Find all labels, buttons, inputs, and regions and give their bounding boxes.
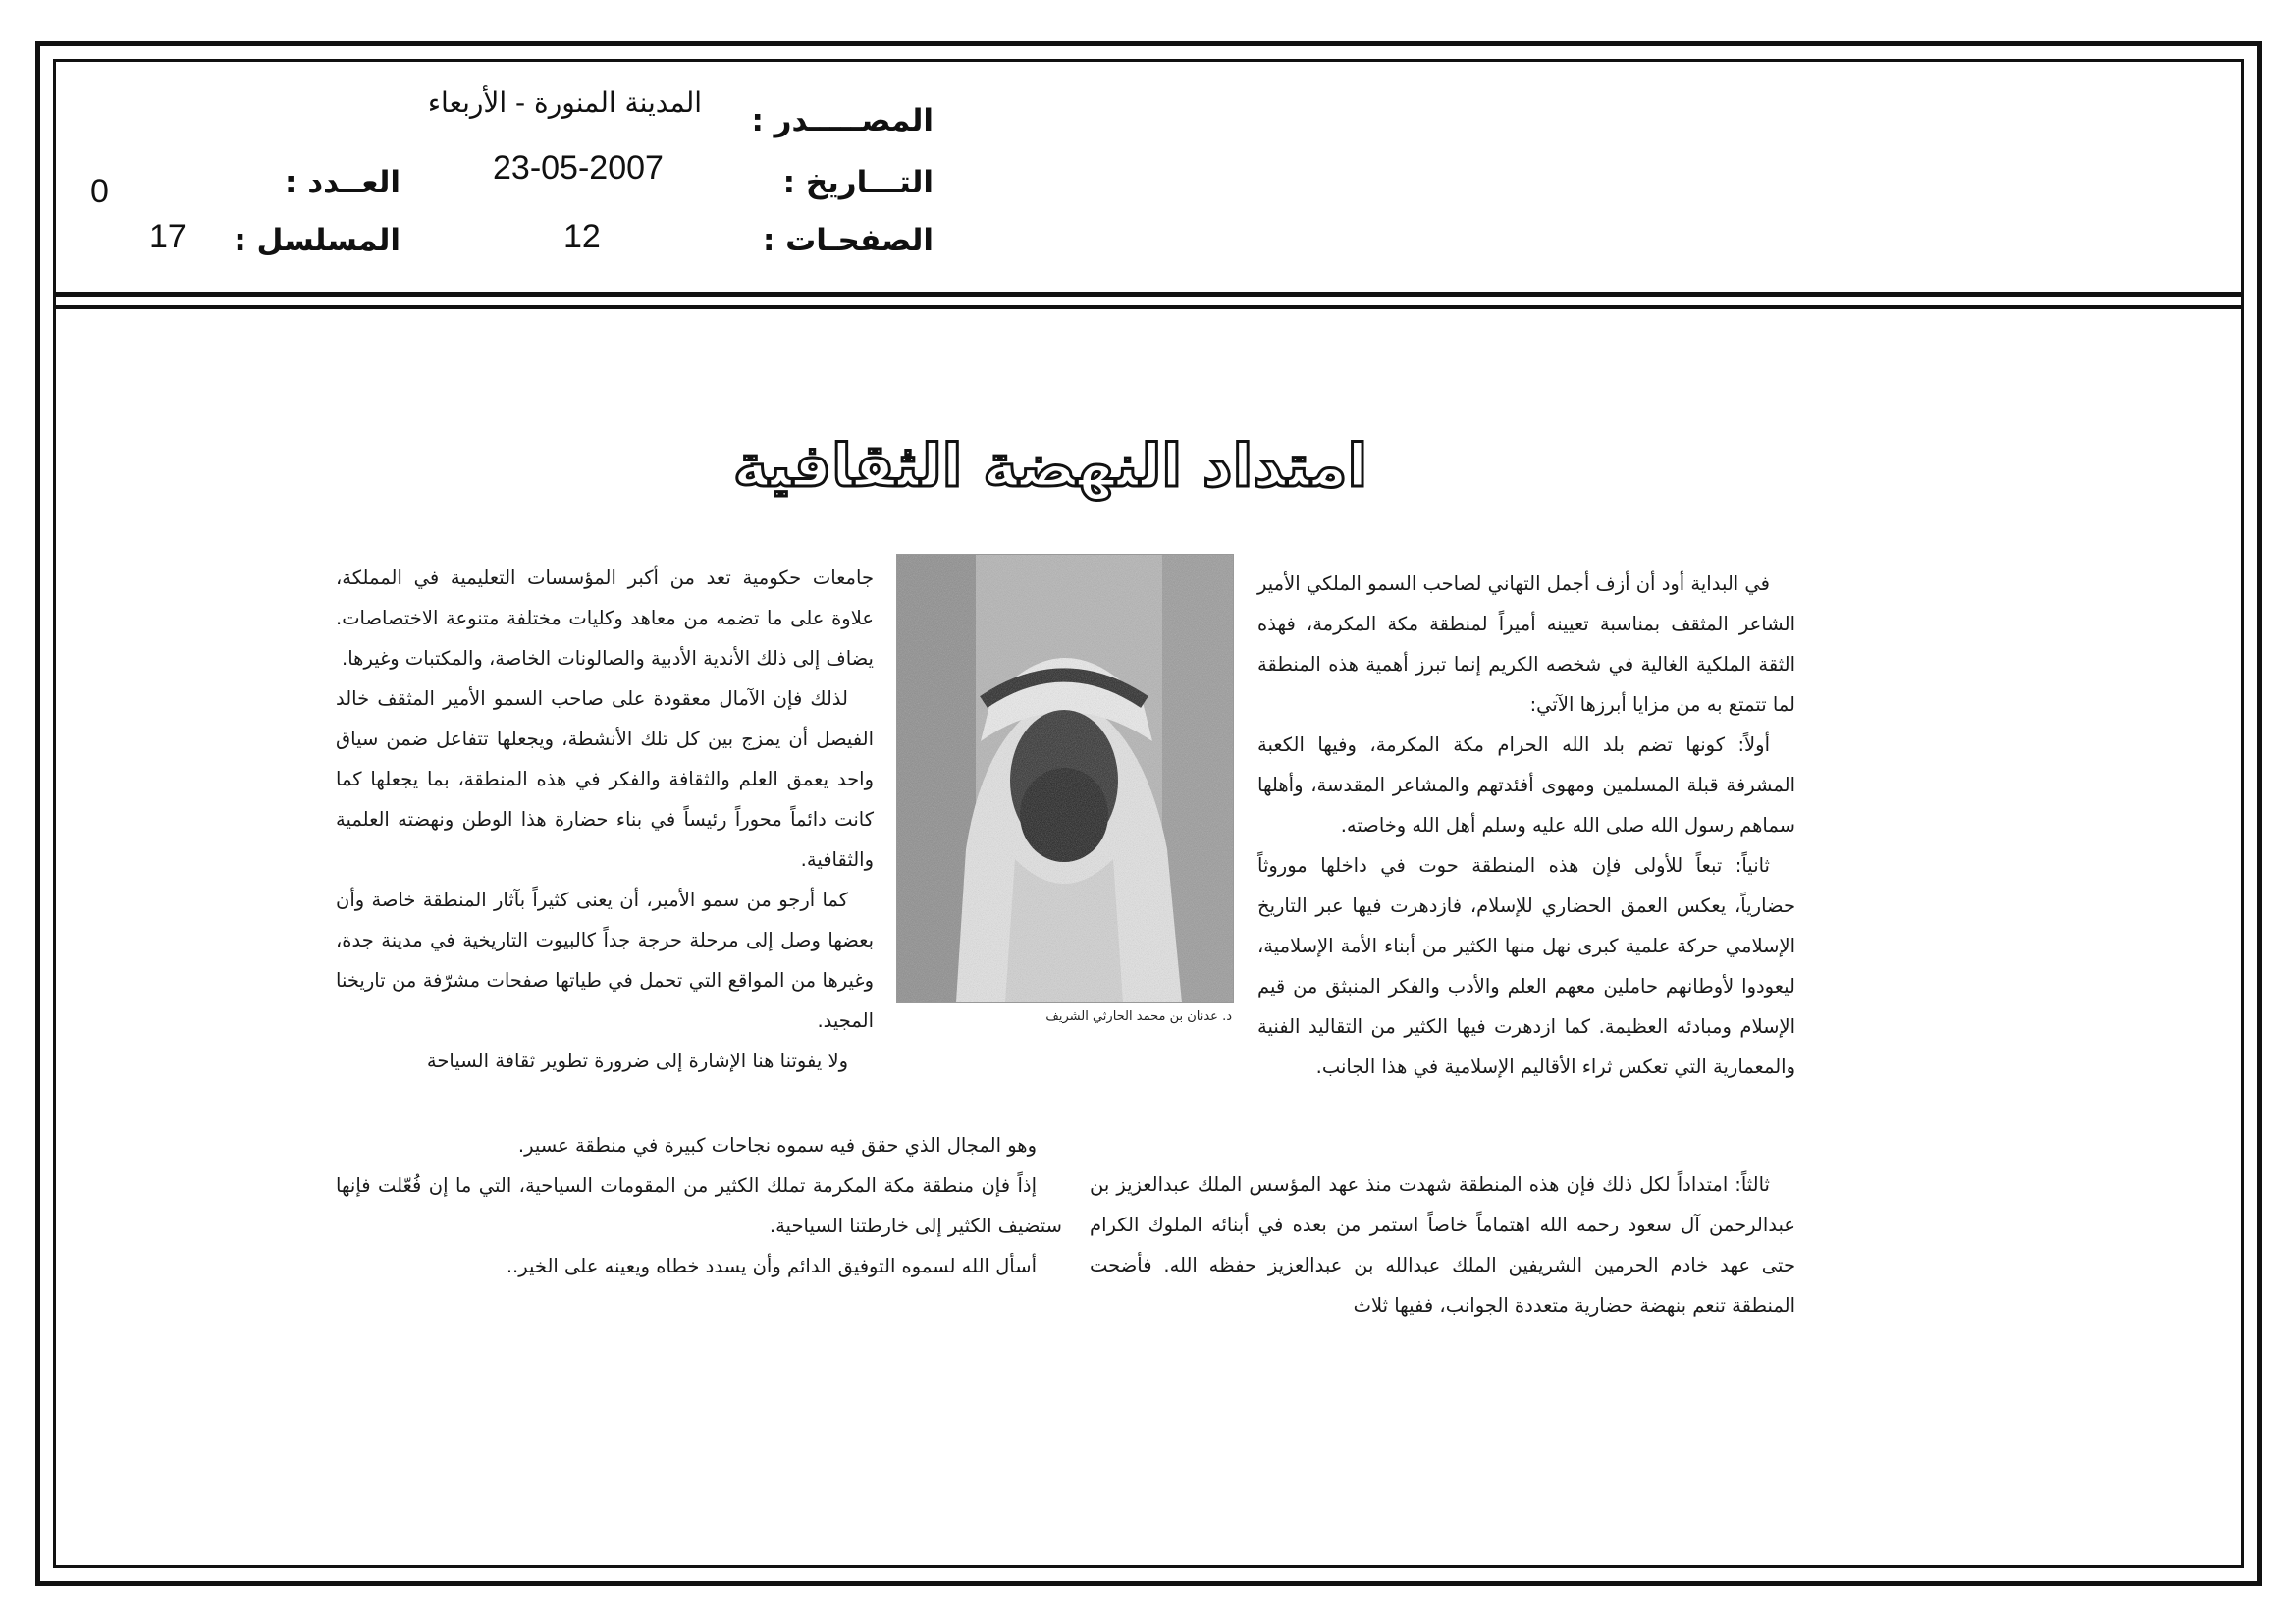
article-headline: امتداد النهضة الثقافية	[732, 432, 1368, 501]
date-value: 23-05-2007	[493, 149, 664, 187]
article-paragraph: إذاً فإن منطقة مكة المكرمة تملك الكثير من المقومات السياحية، التي ما إن فُعّلت فإنها ستضيف الكثير إلى خارطتنا السياحية.	[336, 1174, 1062, 1237]
article-paragraph: أسأل الله لسموه التوفيق الدائم وأن يسدد خطاه ويعينه على الخير..	[506, 1255, 1037, 1277]
article-paragraph: أولاً: كونها تضم بلد الله الحرام مكة المكرمة، وفيها الكعبة المشرفة قبلة المسلمين ومهوى أفئدتهم والمشاعر المقدسة، وأهلها سماهم رسول الله صلى الله عليه وسلم أهل الله وخاصته.	[1257, 733, 1795, 837]
pages-label: الصفحـات :	[762, 223, 934, 258]
date-label: التـــاريخ :	[782, 165, 934, 200]
source-value: المدينة المنورة - الأربعاء	[427, 86, 702, 119]
article-left-column	[336, 558, 874, 1081]
article-paragraph: في البداية أود أن أزف أجمل التهاني لصاحب السمو الملكي الأمير الشاعر المثقف بمناسبة تعيينه أميراً لمنطقة مكة المكرمة، فهذه الثقة الملكية الغالية في شخصه الكريم إنما تبرز أهمية هذه المنطقة لما تتمتع به من مزايا أبرزها الآتي:	[1257, 572, 1795, 716]
article-paragraph: ولا يفوتنا هنا الإشارة إلى ضرورة تطوير ثقافة السياحة	[426, 1050, 848, 1072]
issue-value: 0	[90, 173, 109, 210]
header-divider-double	[53, 305, 2244, 309]
article-paragraph: كما أرجو من سمو الأمير، أن يعنى كثيراً بآثار المنطقة خاصة وأن بعضها وصل إلى مرحلة حرجة جداً كالبيوت التاريخية في مدينة جدة، وغيرها من المواقع التي تحمل في طياتها صفحات مشرّفة من تاريخنا المجيد.	[336, 889, 874, 1032]
article-right-column-wide	[1090, 1164, 1795, 1326]
author-photo	[896, 554, 1234, 1003]
pages-value: 12	[563, 218, 601, 255]
serial-value: 17	[149, 218, 187, 255]
photo-caption: د. عدنان بن محمد الحارثي الشريف	[1045, 1009, 1232, 1024]
serial-label: المسلسل :	[234, 223, 400, 258]
source-label: المصـــــدر :	[751, 103, 934, 138]
article-paragraph: وهو المجال الذي حقق فيه سموه نجاحات كبيرة في منطقة عسير.	[517, 1134, 1037, 1157]
article-paragraph: ثانياً: تبعاً للأولى فإن هذه المنطقة حوت في داخلها موروثاً حضارياً، يعكس العمق الحضاري للإسلام، فازدهرت فيها عبر التاريخ الإسلامي حركة علمية كبرى نهل منها الكثير من أبناء الأمة الإسلامية، ليعودوا لأوطانهم حاملين معهم العلم والأدب والفكر المنبثق من قيم الإسلام ومبادئه العظيمة. كما ازدهرت فيها الكثير من التقاليد الفنية والمعمارية التي تعكس ثراء الأقاليم الإسلامية في هذا الجانب.	[1257, 854, 1795, 1078]
header-divider	[53, 292, 2244, 297]
article-paragraph: لذلك فإن الآمال معقودة على صاحب السمو الأمير المثقف خالد الفيصل أن يمزج بين كل تلك الأنشطة، ويجعلها تتفاعل ضمن سياق واحد يعمق العلم والثقافة والفكر في هذه المنطقة، بما يجعلها كما كانت دائماً محوراً رئيساً في بناء حضارة هذا الوطن ونهضته العلمية والثقافية.	[336, 687, 874, 871]
article-left-column-wide	[336, 1125, 1062, 1286]
article-paragraph: ثالثاً: امتداداً لكل ذلك فإن هذه المنطقة شهدت منذ عهد المؤسس الملك عبدالعزيز بن عبدالرحمن آل سعود رحمه الله اهتماماً خاصاً استمر من بعده في أبنائه الملوك الكرام حتى عهد خادم الحرمين الشريفين الملك عبدالله بن عبدالعزيز حفظه الله. فأضحت المنطقة تنعم بنهضة حضارية متعددة الجوانب، ففيها ثلاث	[1090, 1173, 1795, 1317]
author-portrait-image	[897, 555, 1233, 1002]
article-right-column	[1257, 564, 1795, 1087]
issue-label: العــدد :	[285, 165, 400, 200]
article-paragraph: جامعات حكومية تعد من أكبر المؤسسات التعليمية في المملكة، علاوة على ما تضمه من معاهد وكليات مختلفة متنوعة الاختصاصات. يضاف إلى ذلك الأندية الأدبية والصالونات الخاصة، والمكتبات وغيرها.	[336, 567, 874, 670]
